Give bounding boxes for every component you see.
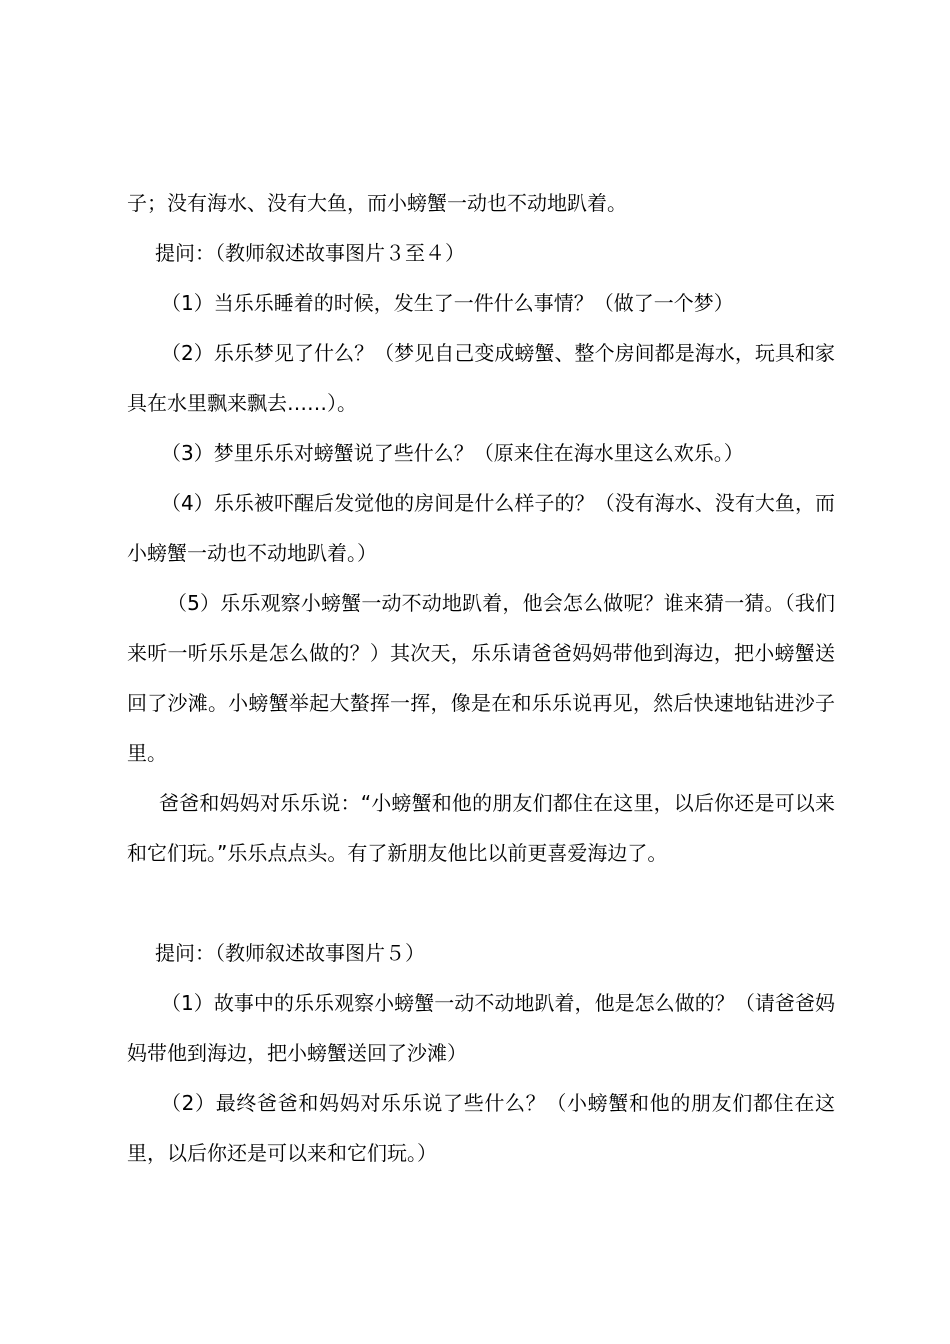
question-4: （4）乐乐被吓醒后发觉他的房间是什么样子的？（没有海水、没有大鱼，而小螃蟹一动也不动地趴着。）	[127, 491, 835, 565]
question-2-picture-5: （2）最终爸爸和妈妈对乐乐说了些什么？（小螃蟹和他的朋友们都住在这里，以后你还是可以来和它们玩。）	[127, 1091, 835, 1165]
question-heading-picture-5: 提问：（教师叙述故事图片５）	[155, 941, 425, 965]
question-3: （3）梦里乐乐对螃蟹说了些什么？（原来住在海水里这么欢乐。）	[161, 441, 744, 465]
question-5-story: （5）乐乐观察小螃蟹一动不动地趴着，他会怎么做呢？谁来猜一猜。（我们来听一听乐乐是怎么做的？）其次天，乐乐请爸爸妈妈带他到海边，把小螃蟹送回了沙滩。小螃蟹举起大螯挥一挥，像是在和乐乐说再见，然后快速地钻进沙子里。	[127, 591, 835, 765]
document-body	[127, 178, 835, 1178]
question-1: （1）当乐乐睡着的时候，发生了一件什么事情？（做了一个梦）	[161, 291, 734, 315]
paragraph-gap	[127, 878, 835, 928]
story-ending-paragraph: 爸爸和妈妈对乐乐说：“小螃蟹和他的朋友们都住在这里，以后你还是可以来和它们玩。”乐乐点点头。有了新朋友他比以前更喜爱海边了。	[127, 791, 835, 865]
question-2: （2）乐乐梦见了什么？（梦见自己变成螃蟹、整个房间都是海水，玩具和家具在水里飘来飘去……）。	[127, 341, 835, 415]
question-1-picture-5: （1）故事中的乐乐观察小螃蟹一动不动地趴着，他是怎么做的？（请爸爸妈妈带他到海边，把小螃蟹送回了沙滩）	[127, 991, 835, 1065]
question-heading-pictures-3-4: 提问：（教师叙述故事图片３至４）	[155, 241, 465, 265]
paragraph-1: 子；没有海水、没有大鱼，而小螃蟹一动也不动地趴着。	[127, 191, 627, 215]
